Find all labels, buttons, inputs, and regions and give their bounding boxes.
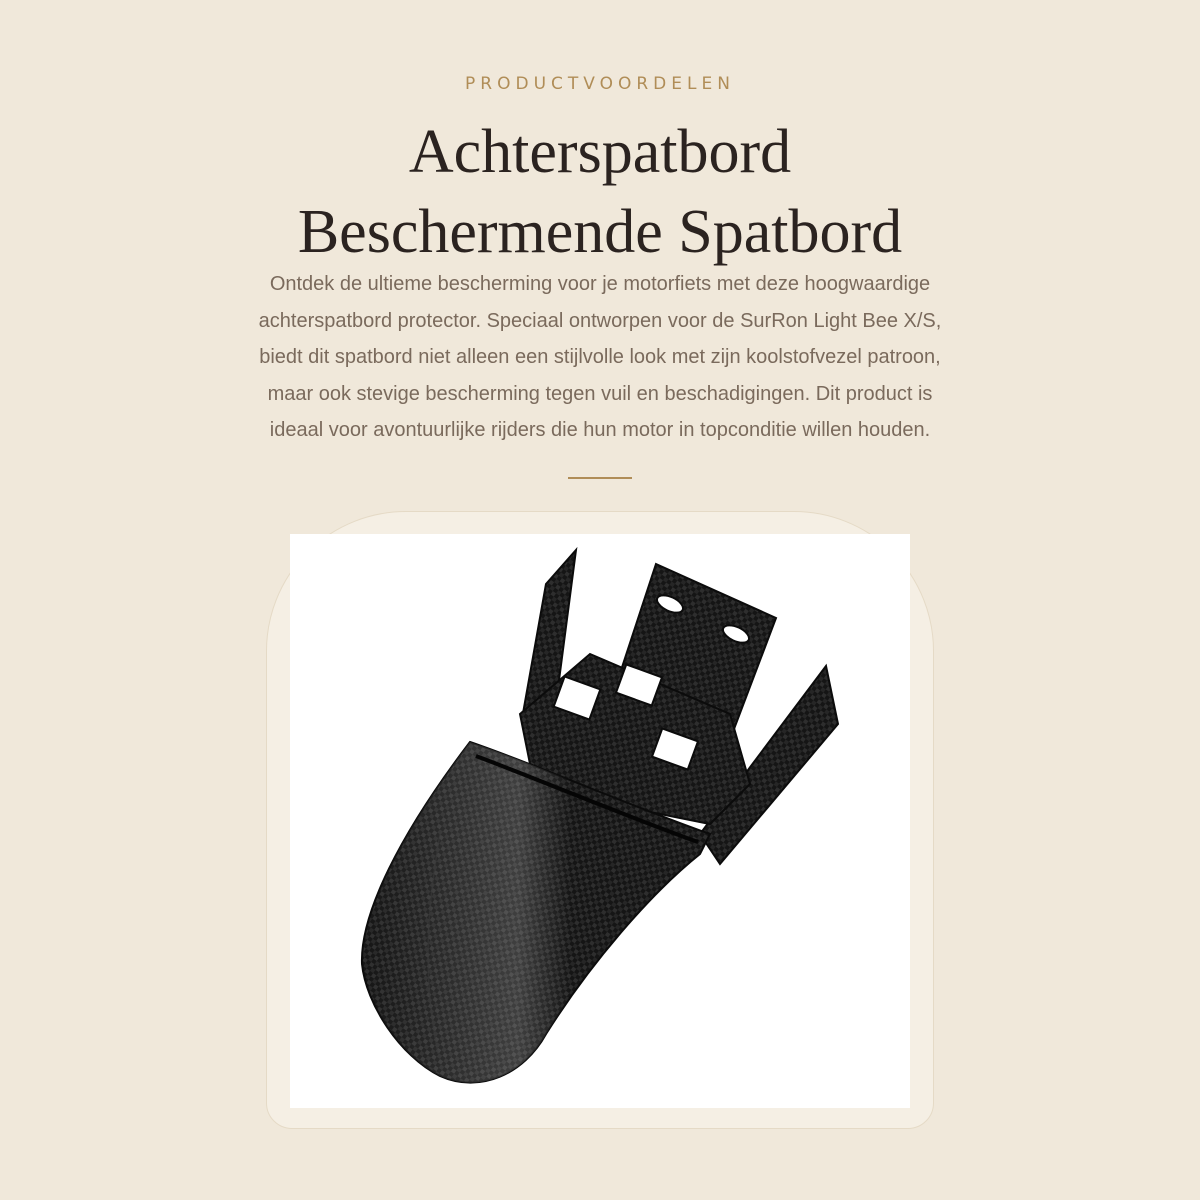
title-line-2: Beschermende Spatbord (297, 198, 903, 266)
fender-illustration (290, 534, 910, 1108)
product-description (180, 266, 1020, 449)
section-eyebrow: PRODUCTVOORDELEN (465, 74, 735, 94)
description-line-4: maar ook stevige bescherming tegen vuil en beschadigingen. Dit product is (267, 382, 933, 405)
description-line-2: achterspatbord protector. Speciaal ontworpen voor de SurRon Light Bee X/S, (258, 309, 942, 332)
title-line-1: Achterspatbord (408, 118, 792, 186)
page-title (0, 112, 1200, 272)
divider (568, 477, 632, 479)
description-line-3: biedt dit spatbord niet alleen een stijlvolle look met zijn koolstofvezel patroon, (259, 346, 941, 368)
description-line-1: Ontdek de ultieme bescherming voor je motorfiets met deze hoogwaardige (269, 273, 931, 295)
description-line-5: ideaal voor avontuurlijke rijders die hun motor in topconditie willen houden. (269, 419, 931, 441)
product-image (290, 534, 910, 1108)
